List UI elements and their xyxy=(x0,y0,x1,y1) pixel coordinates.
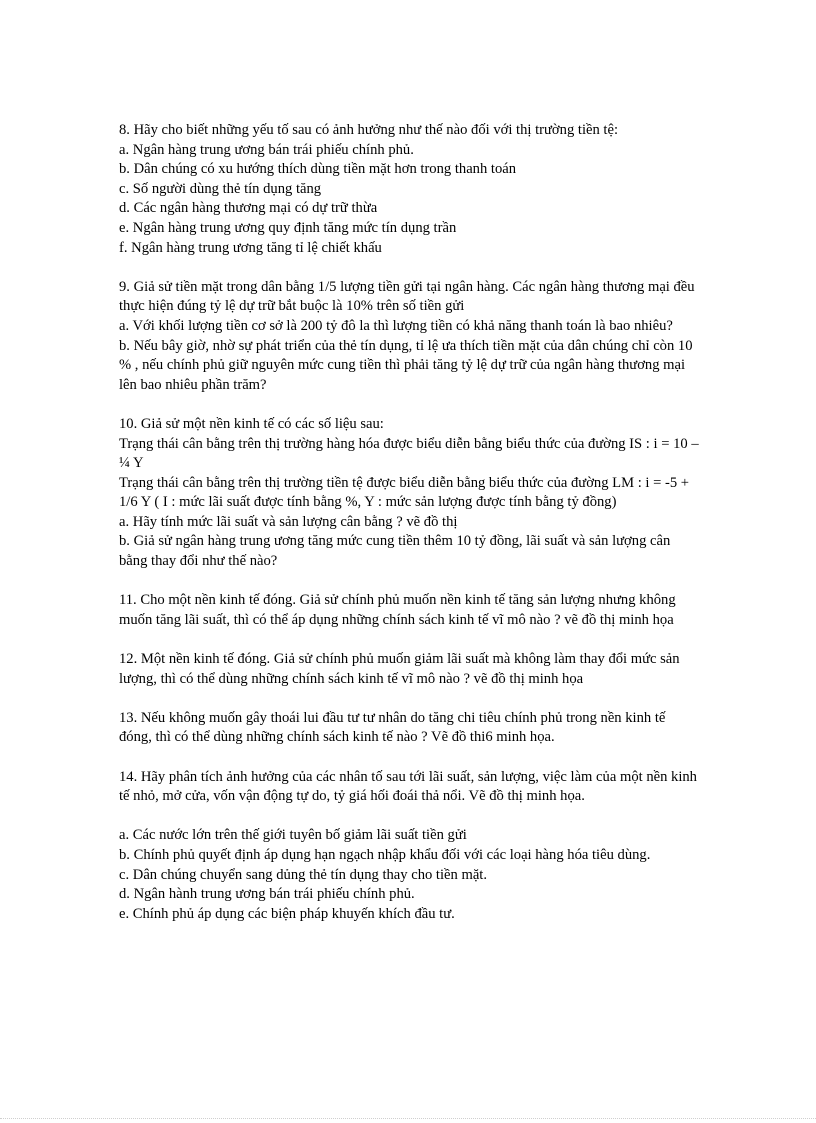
question-8-item-f: f. Ngân hàng trung ương tăng tỉ lệ chiết khấu xyxy=(119,239,382,256)
question-10-is-equation: Trạng thái cân bằng trên thị trường hàng hóa được biểu diễn bằng biểu thức của đường IS : i = 10 – ¼ Y xyxy=(119,435,699,472)
question-9 xyxy=(119,278,701,396)
question-14 xyxy=(119,768,701,925)
question-9-item-b: b. Nếu bây giờ, nhờ sự phát triển của thẻ tín dụng, tỉ lệ ưa thích tiền mặt của dân chúng chỉ còn 10 % , nếu chính phủ giữ nguyên mức cung tiền thì phải tăng tỷ lệ dự trữ của ngân hàng thương mại lên bao nhiêu phần trăm? xyxy=(119,337,693,393)
question-8-item-c: c. Số người dùng thẻ tín dụng tăng xyxy=(119,180,322,197)
document-body xyxy=(119,121,701,944)
question-12-text: 12. Một nền kinh tế đóng. Giả sử chính phủ muốn giảm lãi suất mà không làm thay đổi mức sản lượng, thì có thể dùng những chính sách kinh tế vĩ mô nào ? vẽ đồ thị minh họa xyxy=(119,651,680,687)
question-8-item-a: a. Ngân hàng trung ương bán trái phiếu chính phủ. xyxy=(119,141,414,158)
question-13-text: 13. Nếu không muốn gây thoái lui đầu tư tư nhân do tăng chi tiêu chính phủ trong nền kinh tế đóng, thì có thể dùng những chính sách kinh tế nào ? Vẽ đồ thi6 minh họa. xyxy=(119,709,666,746)
question-10-lm-equation: Trạng thái cân bằng trên thị trường tiền tệ được biểu diễn bằng biểu thức của đường LM : i = -5 + 1/6 Y ( I : mức lãi suất được tính bằng %, Y : mức sản lượng được tính bằng tỷ đồng) xyxy=(119,474,690,511)
question-14-gap xyxy=(119,807,701,827)
question-9-item-a: a. Với khối lượng tiền cơ sở là 200 tỷ đô la thì lượng tiền có khả năng thanh toán là bao nhiêu? xyxy=(119,317,673,334)
question-10 xyxy=(119,415,701,572)
question-9-title: 9. Giả sử tiền mặt trong dân bằng 1/5 lượng tiền gửi tại ngân hàng. Các ngân hàng thương mại đều thực hiện đúng tỷ lệ dự trữ bắt buộc là 10% trên số tiền gửi xyxy=(119,278,695,315)
question-10-item-a: a. Hãy tính mức lãi suất và sản lượng cân bằng ? vẽ đồ thị xyxy=(119,513,458,530)
question-14-item-e: e. Chính phủ áp dụng các biện pháp khuyến khích đầu tư. xyxy=(119,905,455,922)
question-8 xyxy=(119,121,701,258)
question-14-item-c: c. Dân chúng chuyển sang dủng thẻ tín dụng thay cho tiền mặt. xyxy=(119,866,488,883)
page-bottom-divider xyxy=(0,1118,816,1119)
question-14-item-d: d. Ngân hành trung ương bán trái phiếu chính phủ. xyxy=(119,886,415,903)
question-14-item-b: b. Chính phủ quyết định áp dụng hạn ngạch nhập khẩu đối với các loại hàng hóa tiêu dùng. xyxy=(119,846,651,863)
question-10-title: 10. Giả sử một nền kinh tế có các số liệu sau: xyxy=(119,415,384,432)
question-10-item-b: b. Giả sử ngân hàng trung ương tăng mức cung tiền thêm 10 tỷ đồng, lãi suất và sản lượng cân bằng thay đổi như thế nào? xyxy=(119,533,671,570)
question-11-text: 11. Cho một nền kinh tế đóng. Giả sử chính phủ muốn nền kinh tế tăng sản lượng nhưng không muốn tăng lãi suất, thì có thể áp dụng những chính sách kinh tế vĩ mô nào ? vẽ đồ thị minh họa xyxy=(119,592,676,628)
question-11 xyxy=(119,591,701,630)
question-8-item-e: e. Ngân hàng trung ương quy định tăng mức tín dụng trần xyxy=(119,219,457,236)
question-12 xyxy=(119,650,701,689)
question-8-title: 8. Hãy cho biết những yếu tố sau có ảnh hưởng như thế nào đối với thị trường tiền tệ: xyxy=(119,122,619,138)
question-8-item-d: d. Các ngân hàng thương mại có dự trữ thừa xyxy=(119,200,378,217)
question-8-item-b: b. Dân chúng có xu hướng thích dùng tiền mặt hơn trong thanh toán xyxy=(119,161,517,178)
question-14-item-a: a. Các nước lớn trên thế giới tuyên bố giảm lãi suất tiền gửi xyxy=(119,827,467,844)
question-13 xyxy=(119,709,701,748)
question-14-title: 14. Hãy phân tích ảnh hưởng của các nhân tố sau tới lãi suất, sản lượng, việc làm của một nền kinh tế nhỏ, mở cửa, vốn vận động tự do, tỷ giá hối đoái thả nổi. Vẽ đồ thị minh họa. xyxy=(119,768,697,805)
